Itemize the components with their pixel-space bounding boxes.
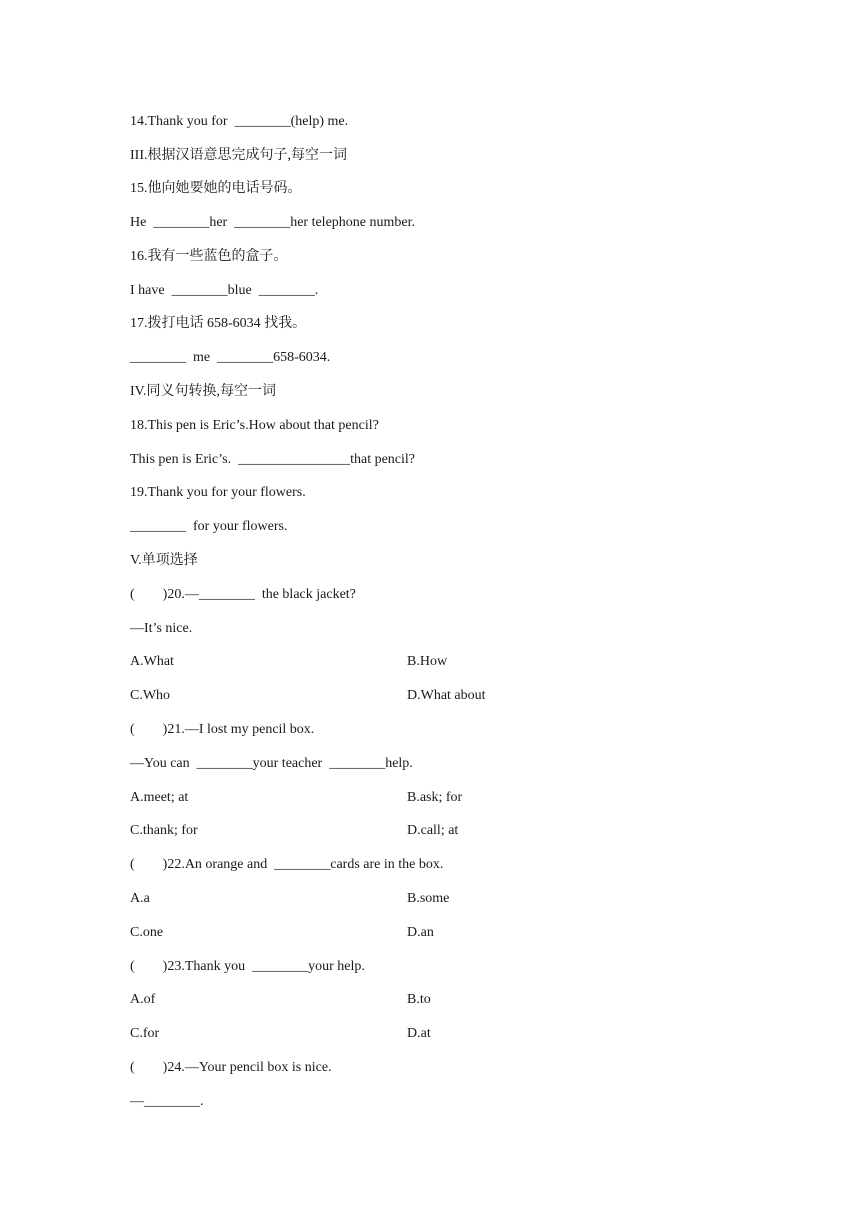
question-18-prompt: 18.This pen is Eric’s.How about that pencil? <box>130 418 379 433</box>
section-heading-iii: III.根据汉语意思完成句子,每空一词 <box>130 148 347 163</box>
option-22-c: C.one <box>130 925 164 940</box>
option-21-d: D.call; at <box>407 823 459 838</box>
option-23-d: D.at <box>407 1026 431 1041</box>
option-20-a: A.What <box>130 654 174 669</box>
question-20: ( )20.—________ the black jacket? <box>130 587 356 602</box>
option-21-a: A.meet; at <box>130 790 189 805</box>
option-22-b: B.some <box>407 891 450 906</box>
question-19-prompt: 19.Thank you for your flowers. <box>130 485 306 500</box>
option-21-b: B.ask; for <box>407 790 463 805</box>
question-15-prompt: 15.他向她要她的电话号码。 <box>130 181 302 196</box>
option-22-a: A.a <box>130 891 150 906</box>
question-23: ( )23.Thank you ________your help. <box>130 959 365 974</box>
question-15-blank: He ________her ________her telephone number. <box>130 215 415 230</box>
option-20-b: B.How <box>407 654 448 669</box>
option-23-a: A.of <box>130 992 156 1007</box>
question-22: ( )22.An orange and ________cards are in the box. <box>130 857 444 872</box>
question-20-reply: —It’s nice. <box>130 621 193 636</box>
question-17-blank: ________ me ________658-6034. <box>130 350 331 365</box>
option-20-d: D.What about <box>407 688 486 703</box>
option-22-d: D.an <box>407 925 434 940</box>
option-23-b: B.to <box>407 992 431 1007</box>
section-heading-iv: IV.同义句转换,每空一词 <box>130 384 276 399</box>
question-24: ( )24.—Your pencil box is nice. <box>130 1060 332 1075</box>
option-23-c: C.for <box>130 1026 160 1041</box>
question-16-blank: I have ________blue ________. <box>130 283 319 298</box>
question-24-reply: —________. <box>130 1094 204 1109</box>
question-17-prompt: 17.拨打电话 658-6034 找我。 <box>130 316 307 331</box>
question-16-prompt: 16.我有一些蓝色的盒子。 <box>130 249 288 264</box>
section-heading-v: V.单项选择 <box>130 553 198 568</box>
question-19-blank: ________ for your flowers. <box>130 519 288 534</box>
question-21-reply: —You can ________your teacher ________help. <box>130 756 413 771</box>
option-21-c: C.thank; for <box>130 823 198 838</box>
question-18-blank: This pen is Eric’s. ________________that pencil? <box>130 452 416 467</box>
question-14: 14.Thank you for ________(help) me. <box>130 114 349 129</box>
option-20-c: C.Who <box>130 688 171 703</box>
question-21: ( )21.—I lost my pencil box. <box>130 722 315 737</box>
